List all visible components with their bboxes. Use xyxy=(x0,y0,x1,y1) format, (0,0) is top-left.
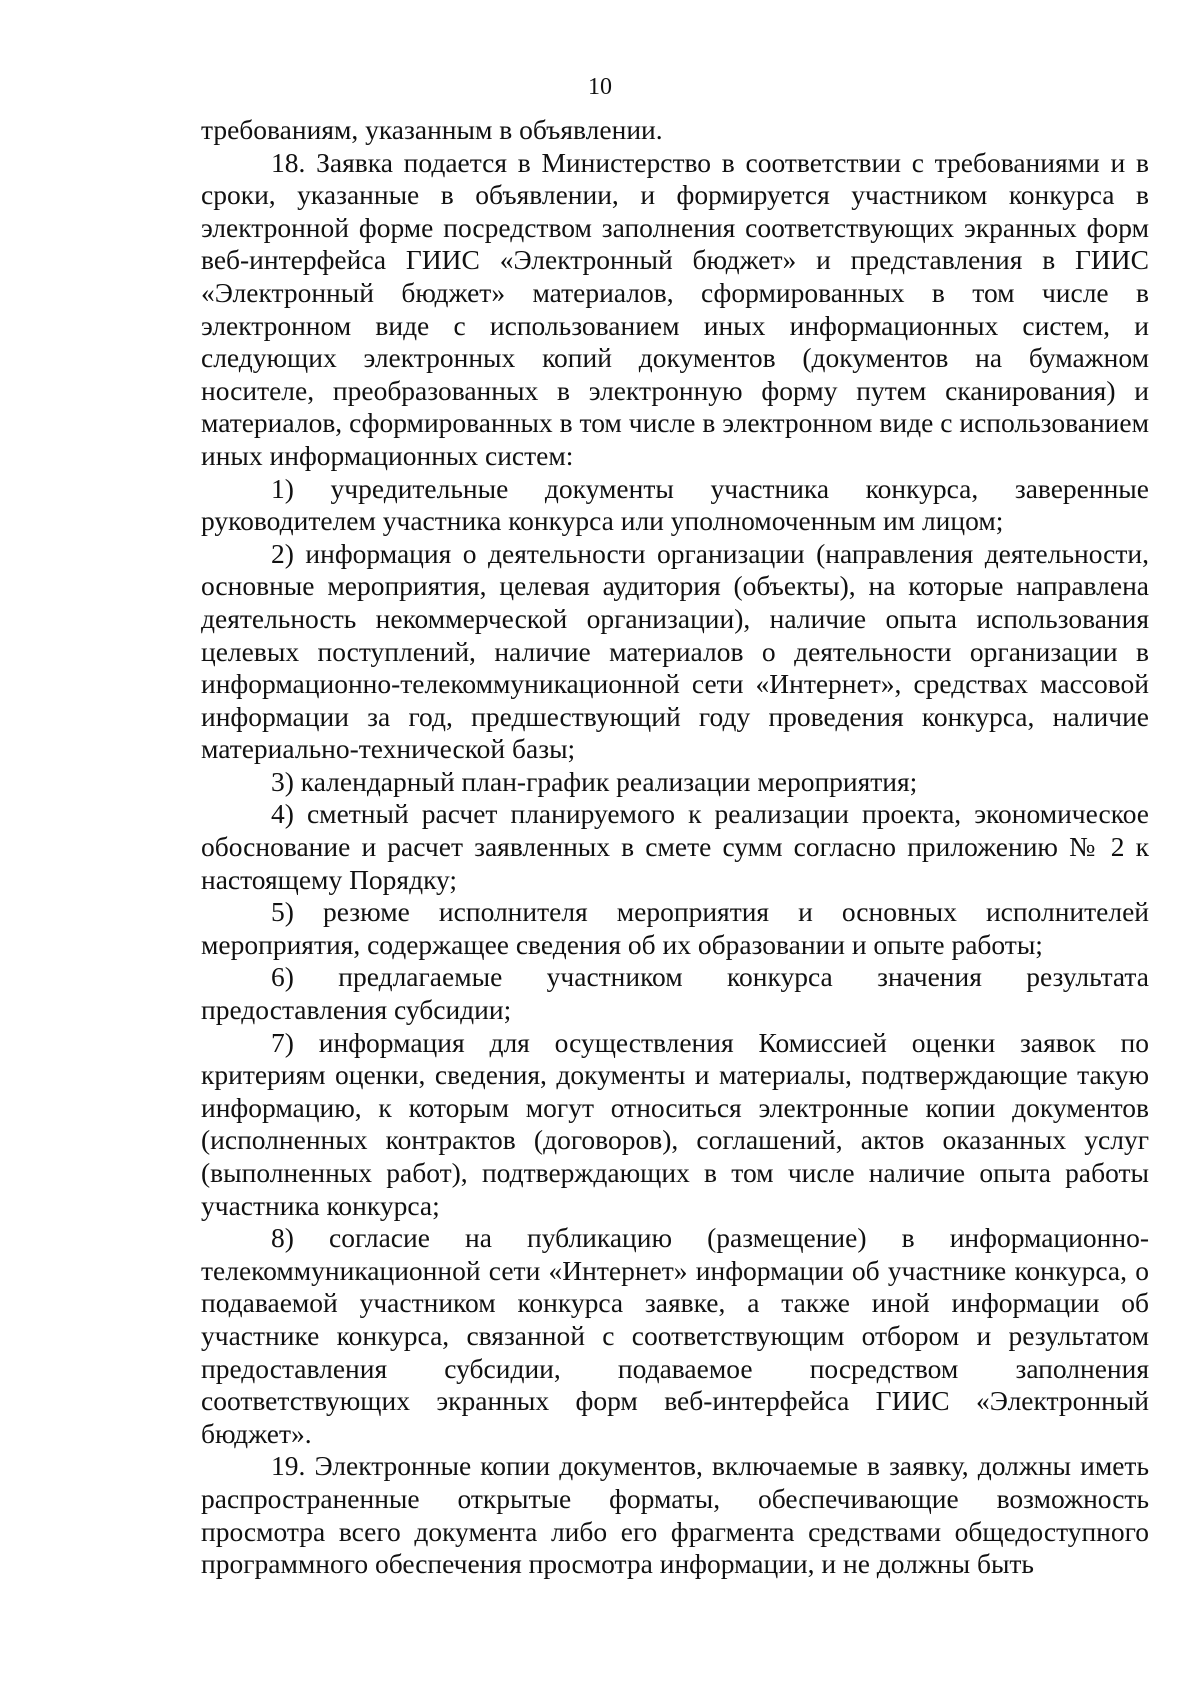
page-number: 10 xyxy=(588,74,612,100)
paragraph-item-19: 19. Электронные копии документов, включаемые в заявку, должны иметь распространенные открытые форматы, обеспечивающие возможность просмотра всего документа либо его фрагмента средствами общедоступного программного обеспечения просмотра информации, и не должны быть xyxy=(201,1450,1149,1580)
paragraph-continuation: требованиям, указанным в объявлении. xyxy=(201,114,663,145)
list-item-1: 1) учредительные документы участника конкурса, заверенные руководителем участника конкурса или уполномоченным им лицом; xyxy=(201,472,1149,537)
list-item-2: 2) информация о деятельности организации (направления деятельности, основные мероприятия, целевая аудитория (объекты), на которые направлена деятельность некоммерческой организации), наличие опыта использования целевых поступлений, наличие материалов о деятельности организации в информационно-телекоммуникационной сети «Интернет», средствах массовой информации за год, предшествующий году проведения конкурса, наличие материально-технической базы; xyxy=(201,537,1149,765)
list-item-3: 3) календарный план-график реализации мероприятия; xyxy=(271,765,918,797)
list-item-6: 6) предлагаемые участником конкурса значения результата предоставления субсидии; xyxy=(201,961,1149,1026)
list-item-5: 5) резюме исполнителя мероприятия и основных исполнителей мероприятия, содержащее сведения об их образовании и опыте работы; xyxy=(201,896,1149,960)
list-item-4: 4) сметный расчет планируемого к реализации проекта, экономическое обоснование и расчет заявленных в смете сумм согласно приложению № 2 к настоящему Порядку; xyxy=(201,798,1149,895)
paragraph-item-18: 18. Заявка подается в Министерство в соответствии с требованиями и в сроки, указанные в объявлении, и формируется участником конкурса в электронной форме посредством заполнения соответствующих экранных форм веб-интерфейса ГИИС «Электронный бюджет» и представления в ГИИС «Электронный бюджет» материалов, сформированных в том числе в электронном виде с использованием иных информационных систем, и следующих электронных копий документов (документов на бумажном носителе, преобразованных в электронную форму путем сканирования) и материалов, сформированных в том числе в электронном виде с использованием иных информационных систем: xyxy=(201,146,1149,471)
document-body xyxy=(201,114,1149,1581)
list-item-8: 8) согласие на публикацию (размещение) в информационно-телекоммуникационной сети «Интернет» информации об участнике конкурса, о подаваемой участником конкурса заявке, а также иной информации об участнике конкурса, связанной с соответствующим отбором и результатом предоставления субсидии, подаваемое посредством заполнения соответствующих экранных форм веб-интерфейса ГИИС «Электронный бюджет». xyxy=(201,1222,1149,1449)
list-item-7: 7) информация для осуществления Комиссией оценки заявок по критериям оценки, сведения, документы и материалы, подтверждающие такую информацию, к которым могут относиться электронные копии документов (исполненных контрактов (договоров), соглашений, актов оказанных услуг (выполненных работ), подтверждающих в том числе наличие опыта работы участника конкурса; xyxy=(201,1026,1149,1221)
